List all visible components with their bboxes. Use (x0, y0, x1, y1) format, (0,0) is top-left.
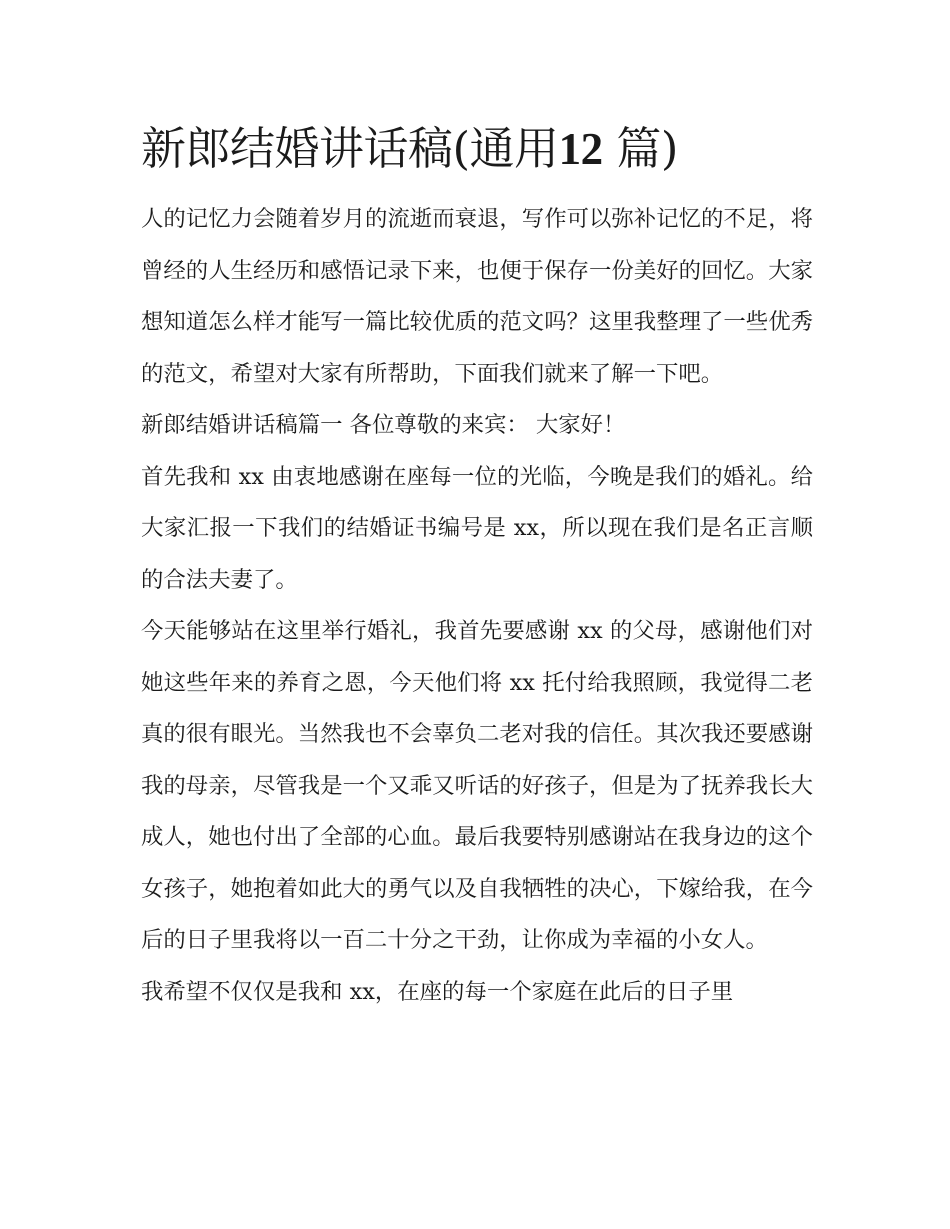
document-title (141, 118, 813, 180)
paragraph-thanks-family: 今天能够站在这里举行婚礼，我首先要感谢 xx 的父母，感谢他们对她这些年来的养育之恩，今天他们将 xx 托付给我照顾，我觉得二老真的很有眼光。当然我也不会辜负二老对我的信任。其次我还要感谢我的母亲，尽管我是一个又乖又听话的好孩子，但是为了抚养我长大成人，她也付出了全部的心血。最后我要特别感谢站在我身边的这个女孩子，她抱着如此大的勇气以及自我牺牲的决心，下嫁给我，在今后的日子里我将以一百二十分之干劲，让你成为幸福的小女人。 (141, 618, 813, 953)
paragraph-intro: 人的记忆力会随着岁月的流逝而衰退，写作可以弥补记忆的不足，将曾经的人生经历和感悟记录下来，也便于保存一份美好的回忆。大家想知道怎么样才能写一篇比较优质的范文吗？这里我整理了一些优秀的范文，希望对大家有所帮助，下面我们就来了解一下吧。 (141, 206, 813, 387)
title-number: 12 (558, 124, 603, 174)
paragraph-hope: 我希望不仅仅是我和 xx，在座的每一个家庭在此后的日子里 (141, 978, 734, 1005)
paragraph-thanks-guests: 首先我和 xx 由衷地感谢在座每一位的光临，今晚是我们的婚礼。给大家汇报一下我们的结婚证书编号是 xx，所以现在我们是名正言顺的合法夫妻了。 (141, 463, 813, 593)
document-body (141, 118, 813, 1018)
title-suffix: 篇) (616, 122, 678, 175)
paragraph-greeting: 新郎结婚讲话稿篇一 各位尊敬的来宾： 大家好！ (141, 412, 626, 438)
title-prefix: 新郎结婚讲话稿(通用 (141, 122, 559, 175)
